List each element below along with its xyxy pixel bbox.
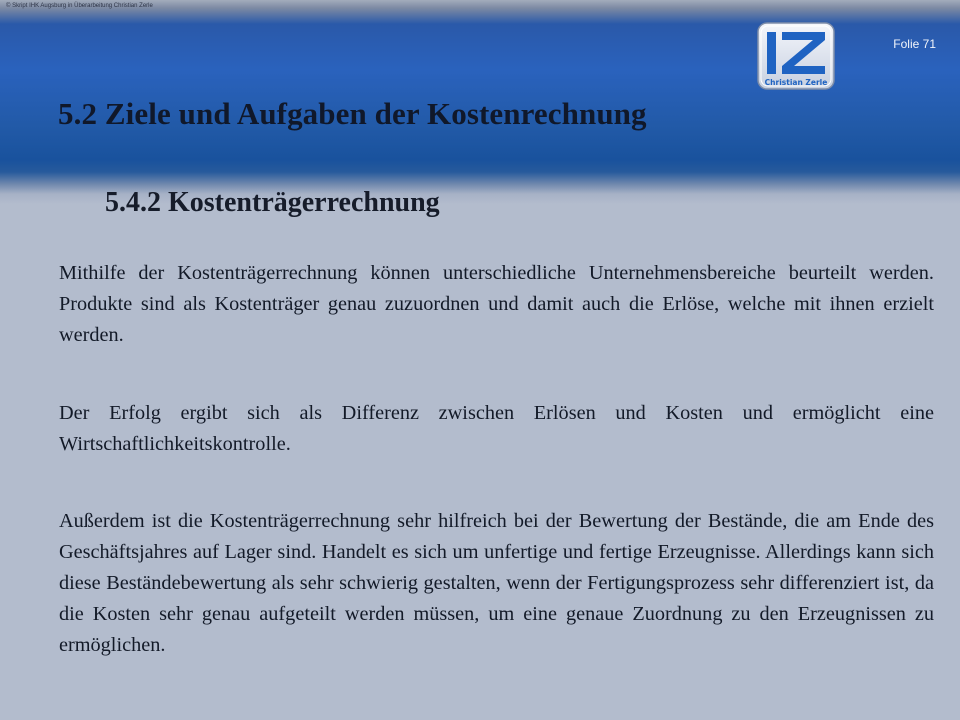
iz-logo-icon <box>757 22 835 90</box>
section-subtitle: 5.4.2 Kostenträgerrechnung <box>105 187 440 218</box>
copyright-notice: © Skript IHK Augsburg in Überarbeitung Christian Zerle <box>6 3 153 9</box>
logo-text: Christian Zerle <box>764 78 828 87</box>
body-paragraph-2: Der Erfolg ergibt sich als Differenz zwischen Erlösen und Kosten und ermöglicht eine Wirtschaftlichkeitskontrolle. <box>59 402 934 455</box>
body-paragraph-1: Mithilfe der Kostenträgerrechnung können unterschiedliche Unternehmensbereiche beurteilt werden. Produkte sind als Kostenträger genau zuzuordnen und damit auch die Erlöse, welche mit ihnen erzielt werden. <box>59 262 934 346</box>
slide-number: Folie 71 <box>893 37 936 51</box>
body-paragraph-3: Außerdem ist die Kostenträgerrechnung sehr hilfreich bei der Bewertung der Bestände, die am Ende des Geschäftsjahres auf Lager sind. Handelt es sich um unfertige und fertige Erzeugnisse. Allerdings kann sich diese Beständebewertung als sehr schwierig gestalten, wenn der Fertigungsprozess sehr differenziert ist, da die Kosten sehr genau aufgeteilt werden müssen, um eine genaue Zuordnung zu den Erzeugnissen zu ermöglichen. <box>59 510 934 656</box>
page-title: 5.2 Ziele und Aufgaben der Kostenrechnung <box>58 96 647 131</box>
